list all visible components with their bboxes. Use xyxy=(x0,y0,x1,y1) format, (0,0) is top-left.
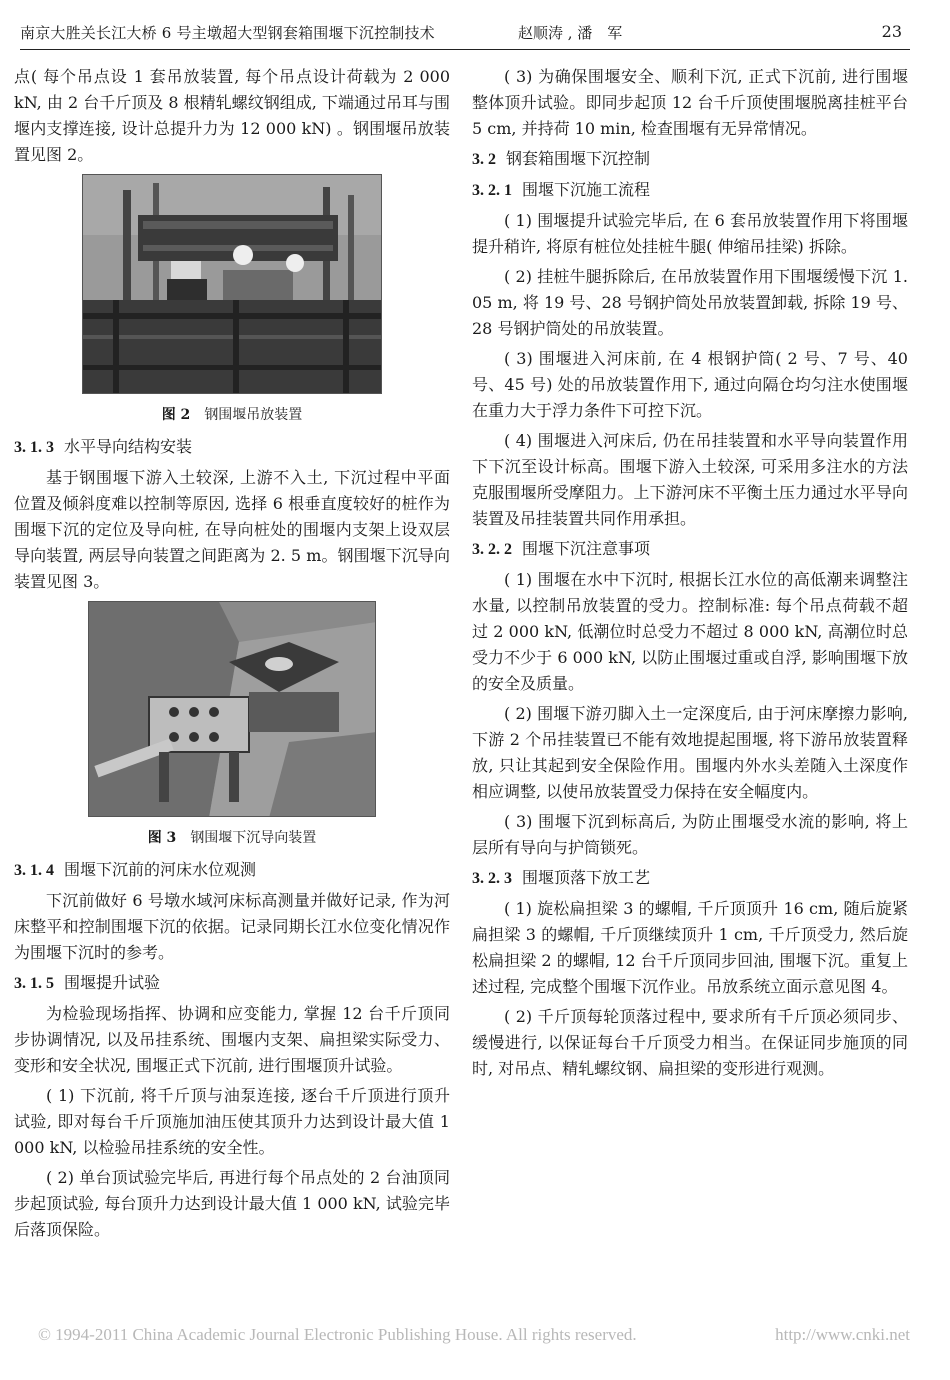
section-heading xyxy=(472,536,908,563)
paragraph: 下沉前做好 6 号墩水域河床标高测量并做好记录, 作为河床整平和控制围堰下沉的依据。记录同期长江水位变化情况作为围堰下沉时的参考。 xyxy=(14,891,450,962)
page-number: 23 xyxy=(881,22,902,41)
section-number: 3. 1. 4 xyxy=(14,862,54,879)
paragraph: ( 2) 围堰下游刃脚入土一定深度后, 由于河床摩擦力影响, 下游 2 个吊挂装置已不能有效地提起围堰, 将下游吊放装置释放, 只让其起到安全保险作用。围堰内外水头差随入土深度作相应调整, 以使吊放装置受力保持在安全幅度内。 xyxy=(472,704,908,801)
figure-number: 图 3 xyxy=(147,830,177,846)
section-number: 3. 2. 2 xyxy=(472,541,512,558)
guide-device-photo-drawing xyxy=(89,602,376,817)
paragraph: ( 1) 下沉前, 将千斤顶与油泵连接, 逐台千斤顶进行顶升试验, 即对每台千斤顶施加油压使其顶升力达到设计最大值 1 000 kN, 以检验吊挂系统的安全性。 xyxy=(14,1086,450,1157)
section-title: 钢套箱围堰下沉控制 xyxy=(506,149,651,168)
figure-2-caption xyxy=(162,402,303,428)
right-column xyxy=(472,64,908,1086)
figure-3-caption xyxy=(148,825,317,851)
journal-article-title: 南京大胜关长江大桥 6 号主墩超大型钢套箱围堰下沉控制技术 xyxy=(20,24,435,42)
paragraph: ( 1) 围堰提升试验完毕后, 在 6 套吊放装置作用下将围堰提升稍许, 将原有桩位处挂桩牛腿( 伸缩吊挂梁) 拆除。 xyxy=(472,211,908,256)
figure-3-photo xyxy=(88,601,376,817)
section-title: 围堰下沉注意事项 xyxy=(522,539,651,558)
section-heading xyxy=(472,177,908,204)
paragraph: ( 1) 旋松扁担梁 3 的螺帽, 千斤顶顶升 16 cm, 随后旋紧扁担梁 3 的螺帽, 千斤顶继续顶升 1 cm, 千斤顶受力, 然后旋松扁担梁 2 的螺帽, 12 台千斤顶同步回油, 围堰下沉。重复上述过程, 完成整个围堰下沉作业。吊放系统立面示意见图 4。 xyxy=(472,899,908,996)
running-header xyxy=(20,18,910,50)
copyright-text: © 1994-2011 China Academic Journal Electronic Publishing House. All rights reserved. xyxy=(38,1325,637,1344)
section-number: 3. 1. 5 xyxy=(14,975,54,992)
figure-title: 钢围堰吊放装置 xyxy=(204,407,303,423)
section-heading xyxy=(14,970,450,997)
figure-number: 图 2 xyxy=(161,407,191,423)
copyright-footer xyxy=(38,1325,918,1345)
paragraph: 点( 每个吊点设 1 套吊放装置, 每个吊点设计荷载为 2 000 kN, 由 2 台千斤顶及 8 根精轧螺纹钢组成, 下端通过吊耳与围堰内支撑连接, 设计总提升力为 12 000 kN) 。钢围堰吊放装置见图 2。 xyxy=(14,67,450,164)
section-heading xyxy=(472,865,908,892)
figure-title: 钢围堰下沉导向装置 xyxy=(190,830,317,846)
paragraph: ( 1) 围堰在水中下沉时, 根据长江水位的高低潮来调整注水量, 以控制吊放装置的受力。控制标准: 每个吊点荷载不超过 2 000 kN, 低潮位时总受力不超过 8 000 kN, 高潮位时总受力不少于 6 000 kN, 以防止围堰过重或自浮, 影响围堰下放的安全及质量。 xyxy=(472,570,908,693)
section-title: 围堰提升试验 xyxy=(64,973,161,992)
paragraph: ( 2) 千斤顶每轮顶落过程中, 要求所有千斤顶必须同步、缓慢进行, 以保证每台千斤顶受力相当。在保证同步施顶的同时, 对吊点、精轧螺纹钢、扁担梁的变形进行观测。 xyxy=(472,1007,908,1078)
section-number: 3. 2. 1 xyxy=(472,182,512,199)
paragraph: ( 2) 挂桩牛腿拆除后, 在吊放装置作用下围堰缓慢下沉 1. 05 m, 将 19 号、28 号钢护筒处吊放装置卸载, 拆除 19 号、28 号钢护筒处的吊放装置。 xyxy=(472,267,908,338)
figure-2 xyxy=(14,174,450,432)
section-title: 围堰下沉施工流程 xyxy=(522,180,651,199)
article-authors: 赵顺涛 , 潘 军 xyxy=(518,24,623,42)
paragraph: ( 4) 围堰进入河床后, 仍在吊挂装置和水平导向装置作用下下沉至设计标高。围堰下游入土较深, 可采用多注水的方法克服围堰所受摩阻力。上下游河床不平衡土压力通过水平导向装置及吊挂装置共同作用承担。 xyxy=(472,431,908,528)
section-heading xyxy=(14,857,450,884)
section-heading xyxy=(14,434,450,461)
paragraph: ( 3) 为确保围堰安全、顺利下沉, 正式下沉前, 进行围堰整体顶升试验。即同步起顶 12 台千斤顶使围堰脱离挂桩平台 5 cm, 并持荷 10 min, 检查围堰有无异常情况。 xyxy=(472,67,908,138)
paragraph: 为检验现场指挥、协调和应变能力, 掌握 12 台千斤顶同步协调情况, 以及吊挂系统、围堰内支架、扁担梁实际受力、变形和安全状况, 围堰正式下沉前, 进行围堰顶升试验。 xyxy=(14,1004,450,1075)
paragraph: 基于钢围堰下游入土较深, 上游不入土, 下沉过程中平面位置及倾斜度难以控制等原因, 选择 6 根垂直度较好的桩作为围堰下沉的定位及导向桩, 在导向桩处的围堰内支架上设双层导向装置, 两层导向装置之间距离为 2. 5 m。钢围堰下沉导向装置见图 3。 xyxy=(14,468,450,591)
section-number: 3. 2 xyxy=(472,151,496,168)
paragraph: ( 3) 围堰下沉到标高后, 为防止围堰受水流的影响, 将上层所有导向与护筒锁死。 xyxy=(472,812,908,857)
figure-3 xyxy=(14,601,450,855)
section-heading xyxy=(472,146,908,173)
section-number: 3. 2. 3 xyxy=(472,870,512,887)
figure-2-photo xyxy=(82,174,382,394)
paragraph: ( 3) 围堰进入河床前, 在 4 根钢护筒( 2 号、7 号、40 号、45 号) 处的吊放装置作用下, 通过向隔仓均匀注水使围堰在重力大于浮力条件下可控下沉。 xyxy=(472,349,908,420)
footer-url-link[interactable]: http://www.cnki.net xyxy=(775,1325,910,1344)
section-number: 3. 1. 3 xyxy=(14,439,54,456)
left-column xyxy=(14,64,450,1247)
section-title: 围堰顶落下放工艺 xyxy=(522,868,651,887)
paragraph: ( 2) 单台顶试验完毕后, 再进行每个吊点处的 2 台油顶同步起顶试验, 每台顶升力达到设计最大值 1 000 kN, 试验完毕后落顶保险。 xyxy=(14,1168,450,1239)
section-title: 水平导向结构安装 xyxy=(64,437,193,456)
lifting-device-photo-drawing xyxy=(83,175,382,394)
section-title: 围堰下沉前的河床水位观测 xyxy=(64,860,257,879)
